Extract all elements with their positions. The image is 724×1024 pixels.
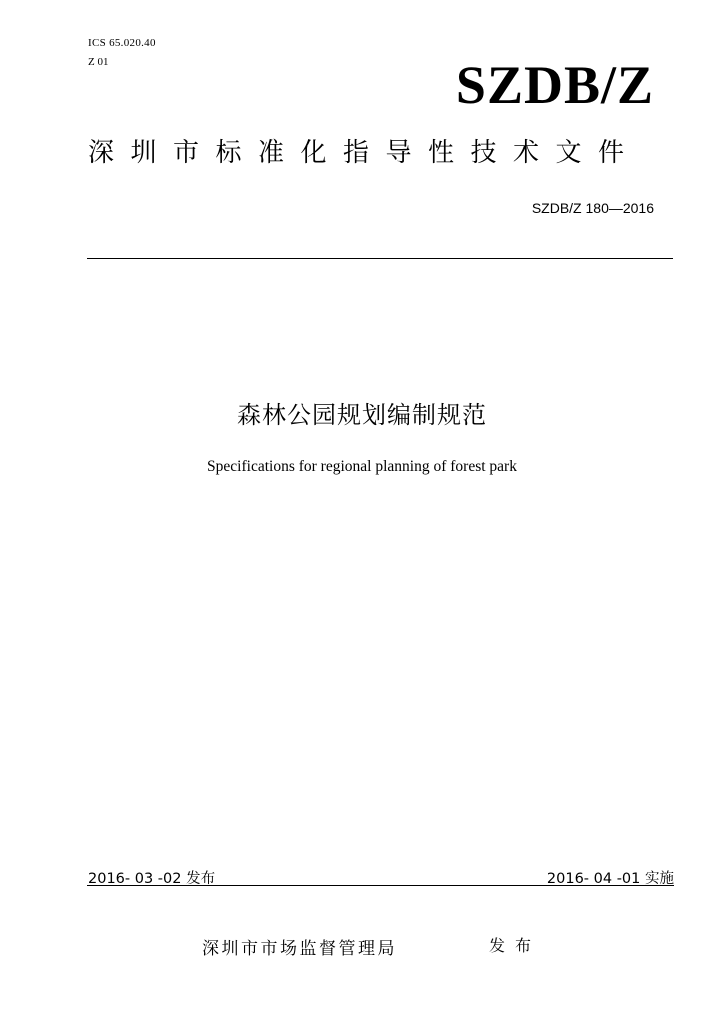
document-number: SZDB/Z 180—2016 (531, 200, 654, 216)
top-divider (87, 258, 673, 259)
issue-date: 2016- 03 -02 发布 (88, 871, 216, 887)
bottom-divider (87, 885, 674, 886)
document-title-chinese: 森林公园规划编制规范 (237, 401, 487, 429)
issuing-authority: 深圳市市场监督管理局 (202, 939, 397, 959)
implementation-date: 2016- 04 -01 实施 (546, 871, 674, 887)
issue-label: 发布 (489, 936, 542, 955)
classification-code: Z 01 (88, 56, 109, 68)
document-type-heading: 深圳市标准化指导性技术文件 (88, 138, 641, 168)
standard-code-mark: SZDB/Z (455, 55, 654, 115)
ics-code: ICS 65.020.40 (88, 37, 156, 49)
document-title-english: Specifications for regional planning of forest park (207, 458, 517, 475)
